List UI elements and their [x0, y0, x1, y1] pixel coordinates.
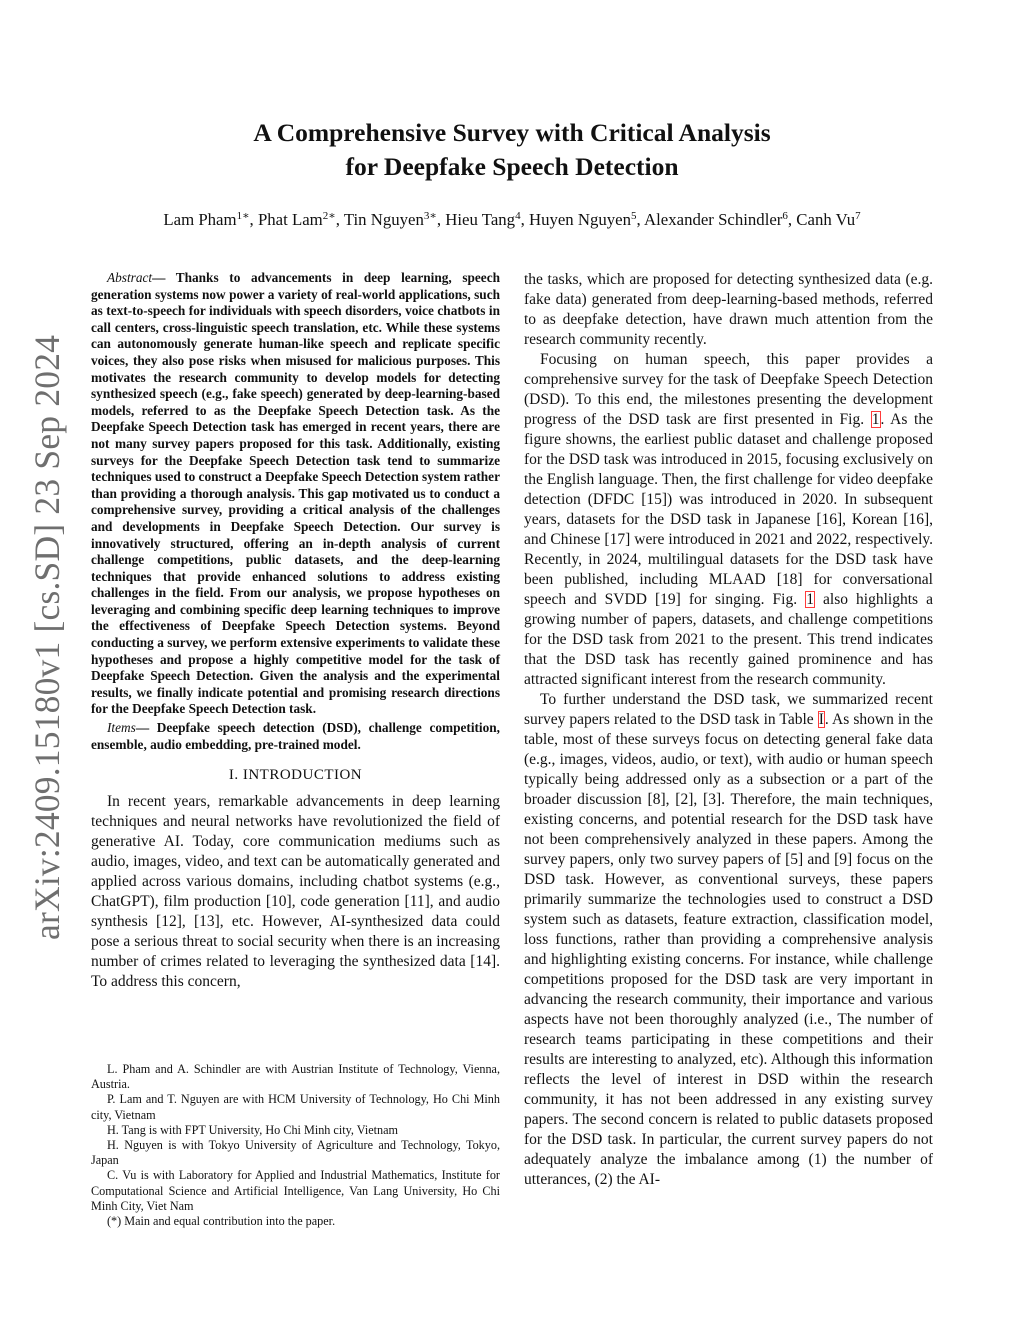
paper-title — [0, 116, 1024, 184]
author-mark: 6 — [782, 210, 788, 222]
author-mark: 4 — [515, 210, 521, 222]
body-paragraph: the tasks, which are proposed for detecting synthesized data (e.g. fake data) generated from deep-learning-based methods, referred to as deepfake detection, have drawn much attention from the research community recently. — [524, 271, 933, 348]
table-1-link[interactable]: I — [818, 711, 824, 728]
author-mark: 1∗ — [236, 210, 250, 222]
body-paragraph — [524, 690, 933, 1190]
index-terms-text: — Deepfake speech detection (DSD), challenge competition, ensemble, audio embedding, pre-trained model. — [91, 720, 500, 752]
text-run: . As the figure showns, the earliest public dataset and challenge proposed for the DSD task was introduced in 2015, focusing exclusively on the English language. Then, the first challenge for video deepfake detection (DFDC [15]) was introduced in 2020. In subsequent years, datasets for the DSD task in Japanese [16], Korean [16], and Chinese [17] were introduced in 2021 and 2022, respectively. Recently, in 2024, multilingual datasets for the DSD task have been published, including MLAAD [18] for conversational speech and SVDD [19] for singing. Fig. — [524, 411, 933, 608]
text-run: To further understand the DSD task, we summarized recent survey papers related to the DSD task in Table — [524, 691, 933, 728]
author-mark: 7 — [855, 210, 861, 222]
text-run: . As shown in the table, most of these surveys focus on detecting general fake data (e.g., images, videos, audio, or text), with audio or human speech typically being addressed only as a subsection or a part of the broader discussion [8], [2], [3]. Therefore, the main techniques, existing concerns, and potential research for the DSD task have not been comprehensively analyzed in these papers. Among the survey papers, only two survey papers of [5] and [9] focus on the DSD task. However, as conventional surveys, these papers primarily summarize the technologies used to construct a DSD system such as datasets, feature extraction, classification model, loss functions, rather than providing a comprehensive analysis and highlighting existing concerns. For instance, while challenge competitions proposed for the DSD task are very important in advancing the research community, their importance and various aspects have not been thoroughly analyzed (i.e., The number of research teams participating in these competitions and their results are interesting to analyzed, etc). Although this information reflects the level of interest in DSD within the research community, it has not been addressed in any existing survey papers. The second concern is related to public datasets proposed for the DSD task. In particular, the current survey papers do not adequately analyze the imbalance among (1) the number of utterances, (2) the AI- — [524, 711, 933, 1188]
abstract-label: Abstract — [107, 270, 153, 285]
body-paragraph — [524, 350, 933, 690]
left-column — [91, 270, 500, 992]
author-mark: 2∗ — [322, 210, 336, 222]
author-mark: 5 — [631, 210, 637, 222]
arxiv-identifier-stamp: arXiv:2409.15180v1 [cs.SD] 23 Sep 2024 — [27, 334, 67, 940]
introduction-paragraph: In recent years, remarkable advancements in deep learning techniques and neural networks have revolutionized the field of generative AI. Today, core communication mediums such as audio, images, video, and text can be automatically generated and applied across various domains, including chatbot systems (e.g., ChatGPT), film production [10], code generation [11], and audio synthesis [12], [13], etc. However, AI-synthesized data could pose a serious threat to social security when there is an increasing number of crimes related to leveraging the synthesized data [14]. To address this concern, — [91, 793, 500, 991]
author: Alexander Schindler — [644, 210, 783, 229]
footnote: (*) Main and equal contribution into the paper. — [107, 1214, 336, 1229]
author: Lam Pham — [163, 210, 237, 229]
title-line-1: A Comprehensive Survey with Critical Analysis — [253, 118, 771, 147]
right-column — [524, 270, 933, 1190]
author-list: Lam Pham$^{1∗}$, Phat Lam$^{2∗}$, Tin Nguyen$^{3∗}$, Hieu Tang$^4$, Huyen Nguyen$^5$, Alexander Schindler$^6$, Canh Vu$^7$ — [163, 210, 861, 229]
text-run: Focusing on human speech, this paper provides a comprehensive survey for the task of Deepfake Speech Detection (DSD). To this end, the milestones presenting the development progress of the DSD task are first presented in Fig. — [524, 351, 933, 428]
text-run: also highlights a growing number of papers, datasets, and challenge competitions for the DSD task from 2021 to the present. This trend indicates that the DSD task has recently gained prominence and has attracted significant interest from the research community. — [524, 591, 933, 688]
figure-1-link[interactable]: 1 — [806, 591, 814, 608]
index-terms-label: Items — [107, 720, 136, 736]
title-line-2: for Deepfake Speech Detection — [345, 152, 679, 181]
author: Canh Vu — [796, 210, 856, 229]
author: Tin Nguyen — [343, 210, 424, 229]
author: Hieu Tang — [445, 210, 516, 229]
footnote: P. Lam and T. Nguyen are with HCM University of Technology, Ho Chi Minh city, Vietnam — [91, 1092, 500, 1122]
index-terms — [91, 720, 500, 753]
author-mark: 3∗ — [423, 210, 437, 222]
section-heading-introduction: I. INTRODUCTION — [228, 767, 363, 784]
abstract — [91, 270, 500, 718]
footnote: L. Pham and A. Schindler are with Austrian Institute of Technology, Vienna, Austria. — [91, 1062, 500, 1092]
footnote: H. Nguyen is with Tokyo University of Agriculture and Technology, Tokyo, Japan — [91, 1138, 500, 1168]
footnotes — [91, 1062, 500, 1229]
footnote: H. Tang is with FPT University, Ho Chi Minh city, Vietnam — [107, 1122, 399, 1137]
abstract-text: — Thanks to advancements in deep learning, speech generation systems now power a variety of real-world applications, such as text-to-speech for individuals with speech disorders, voice chatbots in call centers, cross-linguistic speech translation, etc. While these systems can autonomously generate human-like speech and replicate specific voices, they also pose risks when misused for malicious purposes. This motivates the research community to develop models for detecting synthesized speech (e.g., fake speech) generated by deep-learning-based models, referred to as the Deepfake Speech Detection task. As the Deepfake Speech Detection task has emerged in recent years, there are not many survey papers proposed for this task. Additionally, existing surveys for the Deepfake Speech Detection task tend to summarize techniques used to construct a Deepfake Speech Detection system rather than providing a thorough analysis. This gap motivated us to conduct a comprehensive survey, providing a critical analysis of the challenges and developments in Deepfake Speech Detection. Our survey is innovatively structured, offering an in-depth analysis of current challenge competitions, public datasets, and the deep-learning techniques that provide enhanced solutions to address existing challenges in the field. From our analysis, we propose hypotheses on leveraging and combining specific deep learning techniques to improve the effectiveness of Deepfake Speech Detection systems. Beyond conducting a survey, we perform extensive experiments to validate these hypotheses and propose a highly competitive model for the task of Deepfake Speech Detection. Given the analysis and the experimental results, we finally indicate potential and promising research directions for the Deepfake Speech Detection task. — [91, 270, 500, 717]
author: Huyen Nguyen — [528, 210, 632, 229]
author: Phat Lam — [257, 210, 323, 229]
footnote: C. Vu is with Laboratory for Applied and Industrial Mathematics, Institute for Computational Science and Artificial Intelligence, Van Lang University, Ho Chi Minh City, Viet Nam — [91, 1168, 500, 1213]
figure-1-link[interactable]: 1 — [871, 411, 880, 428]
